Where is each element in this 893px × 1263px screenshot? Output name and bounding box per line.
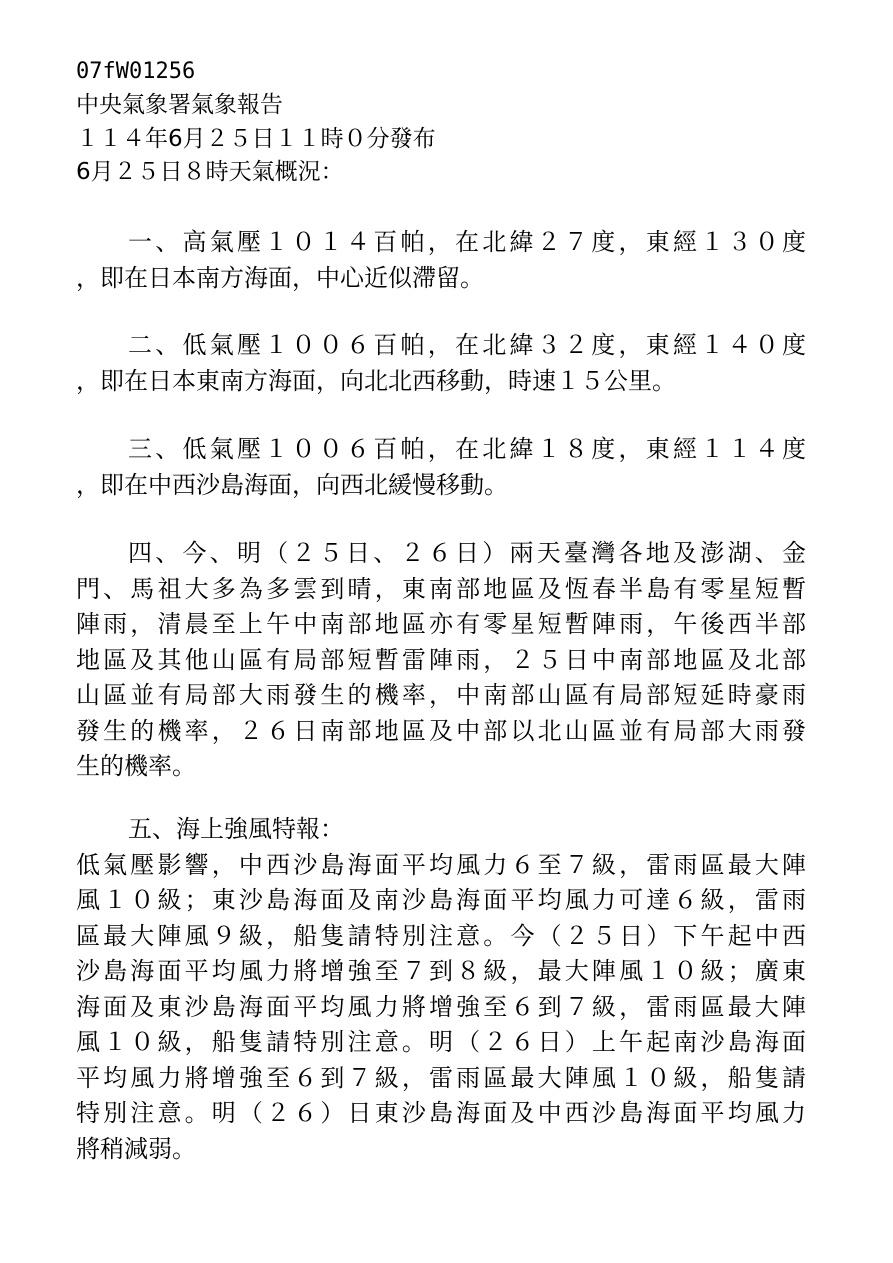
document-id: 07fW01256 (76, 59, 196, 84)
section-line: 門、馬祖大多為多雲到晴，東南部地區及恆春半島有零星短暫 (76, 574, 806, 603)
section-line: ，即在中西沙島海面，向西北緩慢移動。 (76, 470, 508, 499)
section-high-pressure (76, 225, 806, 296)
section-line: 地區及其他山區有局部短暫雷陣雨，２５日中南部地區及北部 (76, 645, 806, 674)
section-low-pressure-japan (76, 328, 806, 399)
section-marine-wind-warning (76, 812, 806, 1167)
section-line: 風１０級，船隻請特別注意。明（２６日）上午起南沙島海面 (76, 1028, 806, 1056)
agency-title: 中央氣象署氣象報告 (76, 92, 283, 118)
section-low-pressure-paracel (76, 432, 806, 503)
section-line: 一、高氣壓１０１４百帕，在北緯２７度，東經１３０度 (128, 228, 806, 256)
section-line: 山區並有局部大雨發生的機率，中南部山區有局部短延時豪雨 (76, 681, 806, 709)
section-line: 低氣壓影響，中西沙島海面平均風力６至７級，雷雨區最大陣 (76, 850, 806, 879)
section-line: 二、低氣壓１００６百帕，在北緯３２度，東經１４０度 (128, 331, 806, 359)
section-line: ，即在日本東南方海面，向北北西移動，時速１５公里。 (76, 366, 676, 395)
section-line: 風１０級；東沙島海面及南沙島海面平均風力可達６級，雷雨 (76, 886, 806, 914)
section-line: 發生的機率，２６日南部地區及中部以北山區並有局部大雨發 (76, 716, 806, 745)
section-line: 沙島海面平均風力將增強至７到８級，最大陣風１０級；廣東 (76, 957, 806, 985)
section-line: 陣雨，清晨至上午中南部地區亦有零星短暫陣雨，午後西半部 (76, 610, 806, 638)
issue-time: １１４年6月２５日１１時０分發布 (76, 126, 436, 152)
observation-time: 6月２５日８時天氣概況： (76, 159, 344, 185)
section-line: ，即在日本南方海面，中心近似滯留。 (76, 263, 484, 292)
section-line: 生的機率。 (76, 752, 196, 780)
section-line: 四、今、明（２５日、２６日）兩天臺灣各地及澎湖、金 (128, 539, 806, 567)
section-line: 區最大陣風９級，船隻請特別注意。今（２５日）下午起中西 (76, 921, 806, 950)
section-line: 三、低氣壓１００６百帕，在北緯１８度，東經１１４度 (128, 435, 806, 463)
section-line: 平均風力將增強至６到７級，雷雨區最大陣風１０級，船隻請 (76, 1063, 806, 1092)
section-line: 將稍減弱。 (76, 1134, 196, 1163)
section-line: 海面及東沙島海面平均風力將增強至６到７級，雷雨區最大陣 (76, 992, 806, 1021)
section-heading: 五、海上強風特報： (128, 815, 344, 843)
section-taiwan-forecast (76, 536, 806, 785)
section-line: 特別注意。明（２６）日東沙島海面及中西沙島海面平均風力 (76, 1099, 806, 1127)
